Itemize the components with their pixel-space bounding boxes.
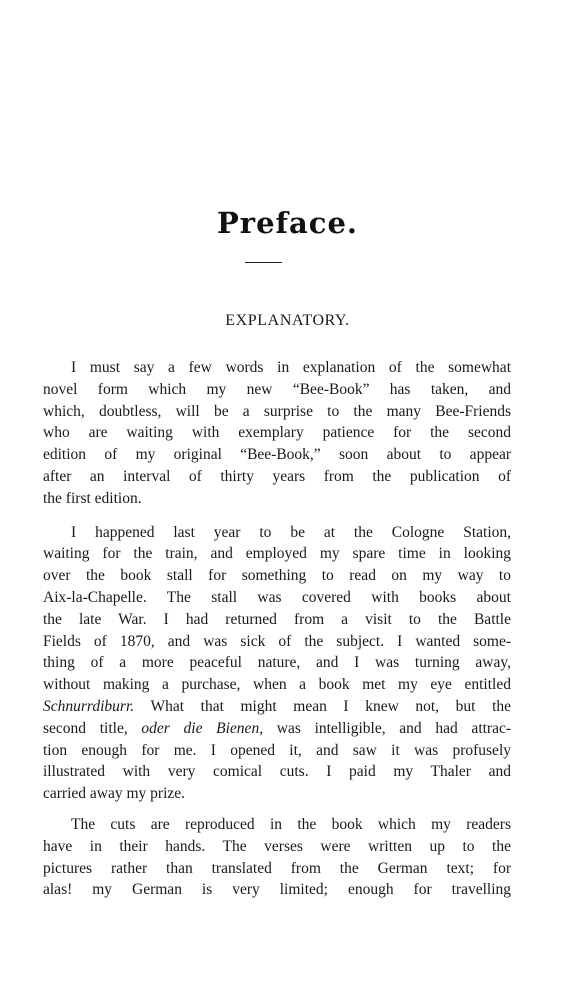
paragraph-gap: [43, 805, 511, 814]
paragraph-1-line: which, doubtless, will be a surprise to the many Bee-Friends: [43, 402, 511, 420]
paragraph-2-line: over the book stall for something to read on my way to: [43, 567, 511, 585]
paragraph-3-line: The cuts are reproduced in the book which my readers: [71, 815, 511, 833]
line-text: was intelligible, and had attrac-: [263, 719, 511, 737]
paragraph-1-line: after an interval of thirty years from the publication of: [43, 467, 511, 485]
paragraph-2-line: carried away my prize.: [43, 785, 186, 803]
paragraph-2-line: the late War. I had returned from a visit to the Battle: [43, 610, 511, 628]
paragraph-1-line: who are waiting with exemplary patience for the second: [43, 424, 511, 442]
paragraph-2-line: waiting for the train, and employed my spare time in looking: [43, 545, 511, 563]
heading-rule: [245, 262, 282, 263]
paragraph-2-line: without making a purchase, when a book met my eye entitled: [43, 676, 511, 694]
paragraph-3-line: alas! my German is very limited; enough for travelling: [43, 881, 511, 899]
paragraph-2-line: [43, 718, 511, 740]
subtitle-italic: oder die Bienen,: [141, 719, 264, 737]
paragraph-2-line: I happened last year to be at the Cologne Station,: [71, 523, 511, 541]
body-text: [43, 357, 511, 901]
paragraph-1-line: I must say a few words in explanation of the somewhat: [71, 359, 511, 376]
book-title-italic: Schnurrdiburr.: [43, 697, 135, 715]
paragraph-2-line: illustrated with very comical cuts. I paid my Thaler and: [43, 763, 511, 781]
page-heading: Preface.: [216, 206, 358, 240]
line-text: What that might mean I knew not, but the: [134, 697, 511, 715]
paragraph-1-line: the first edition.: [43, 489, 142, 507]
paragraph-2-line: thing of a more peaceful nature, and I was turning away,: [43, 654, 511, 672]
paragraph-1-line: edition of my original “Bee-Book,” soon about to appear: [43, 446, 511, 464]
section-subheading: EXPLANATORY.: [225, 312, 350, 329]
paragraph-3-line: have in their hands. The verses were written up to the: [43, 837, 511, 855]
paragraph-2-line: Aix-la-Chapelle. The stall was covered with books about: [43, 588, 511, 606]
paragraph-gap: [43, 510, 511, 522]
paragraph-2-line: [43, 696, 511, 718]
paragraph-1-line: novel form which my new “Bee-Book” has taken, and: [43, 380, 511, 398]
paragraph-2-line: Fields of 1870, and was sick of the subject. I wanted some-: [43, 632, 511, 650]
paragraph-2-line: tion enough for me. I opened it, and saw it was profusely: [43, 741, 511, 759]
line-text: second title,: [43, 719, 142, 737]
paragraph-3-line: pictures rather than translated from the German text; for: [43, 859, 511, 877]
